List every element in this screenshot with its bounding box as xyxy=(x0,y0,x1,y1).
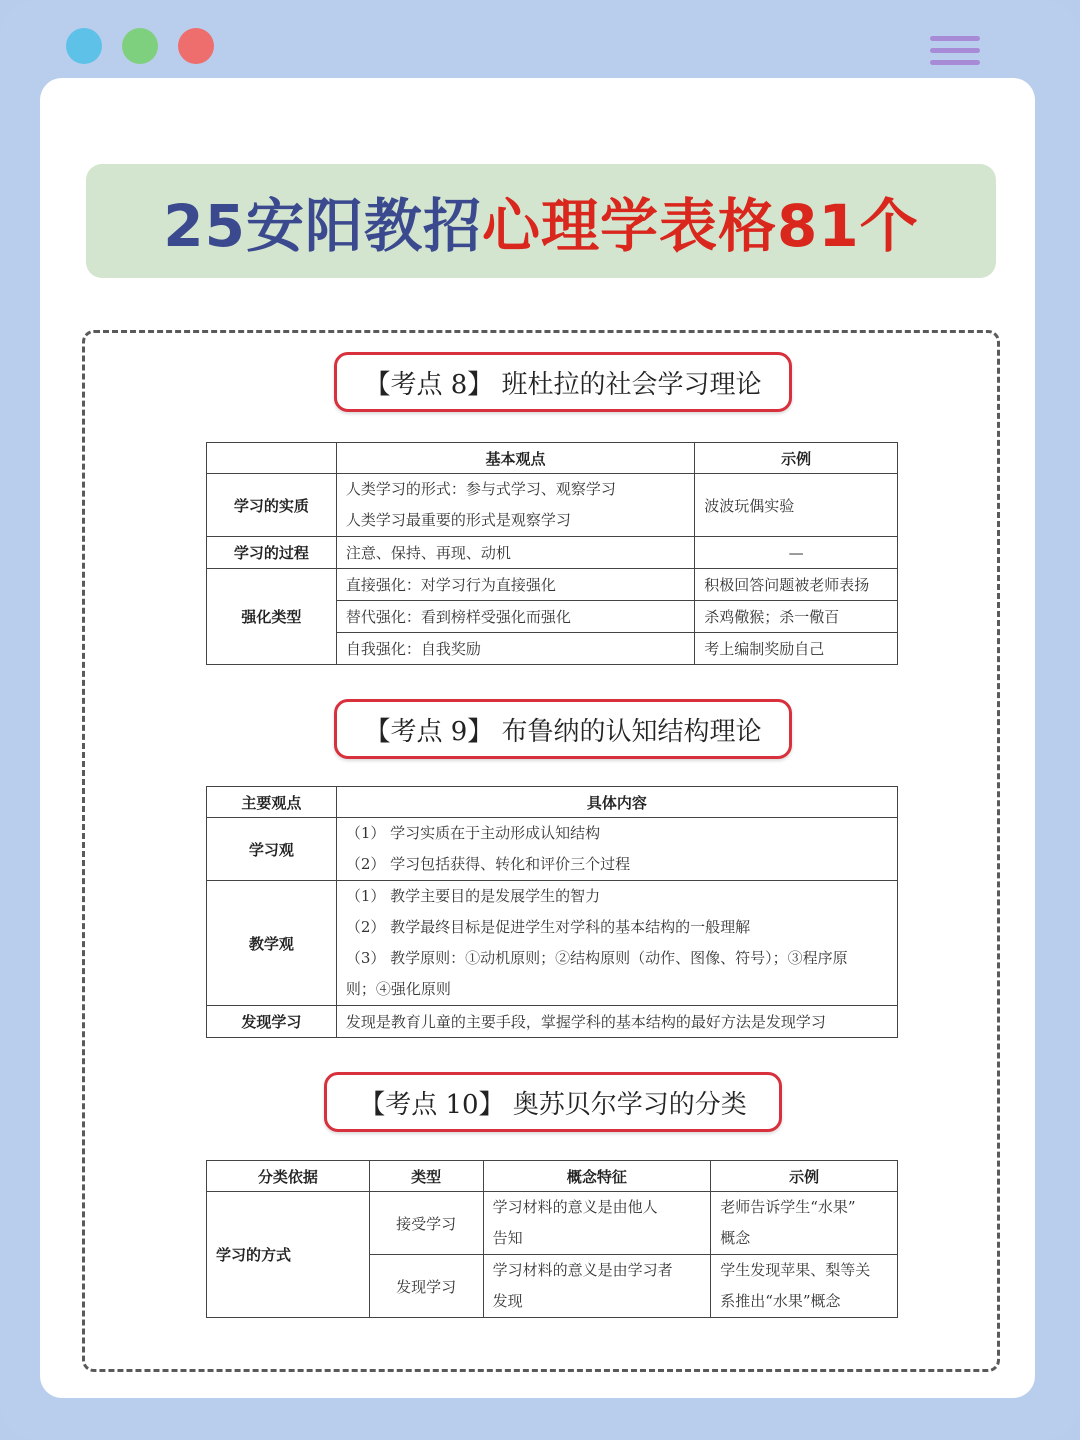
window-dot-blue[interactable] xyxy=(66,28,102,64)
table-header-row xyxy=(207,1161,898,1192)
row-label: 强化类型 xyxy=(207,569,337,665)
example-cell: — xyxy=(695,537,898,569)
title-part-2: 心理学表格81个 xyxy=(482,192,919,260)
page-title xyxy=(86,164,996,278)
content-panel xyxy=(40,78,1035,1398)
window-dot-green[interactable] xyxy=(122,28,158,64)
viewpoint-cell: 自我强化：自我奖励 xyxy=(336,633,694,665)
table-row xyxy=(207,474,898,537)
content-cell xyxy=(336,881,897,1006)
example-cell: 杀鸡儆猴；杀一儆百 xyxy=(695,601,898,633)
feature-line: 发现 xyxy=(492,1292,523,1310)
table-row xyxy=(207,881,898,1006)
header-cell: 基本观点 xyxy=(336,443,694,474)
viewpoint-cell: 替代强化：看到榜样受强化而强化 xyxy=(336,601,694,633)
table-row xyxy=(207,1192,898,1255)
example-cell: 积极回答问题被老师表扬 xyxy=(695,569,898,601)
section-10-title: 【考点 10】 奥苏贝尔学习的分类 xyxy=(324,1072,782,1132)
example-cell xyxy=(711,1255,898,1318)
window-dot-red[interactable] xyxy=(178,28,214,64)
table-row xyxy=(207,569,898,601)
feature-line: 学习材料的意义是由他人 xyxy=(492,1198,658,1216)
content-line: （3） 教学原则：①动机原则；②结构原则（动作、图像、符号）；③程序原 xyxy=(345,949,848,967)
row-label: 教学观 xyxy=(207,881,337,1006)
header-cell: 示例 xyxy=(695,443,898,474)
feature-line: 学习材料的意义是由学习者 xyxy=(492,1261,673,1279)
table-row xyxy=(207,1006,898,1038)
section-8-table xyxy=(206,442,898,665)
hamburger-icon[interactable] xyxy=(930,36,980,66)
table-header-row xyxy=(207,443,898,474)
feature-cell xyxy=(483,1255,711,1318)
viewpoint-line: 人类学习最重要的形式是观察学习 xyxy=(345,511,571,529)
section-9-table xyxy=(206,786,898,1038)
title-part-1: 25安阳教招 xyxy=(163,192,482,260)
content-line: （1） 教学主要目的是发展学生的智力 xyxy=(345,887,601,905)
row-label: 学习的实质 xyxy=(207,474,337,537)
row-label: 学习的方式 xyxy=(207,1192,370,1318)
viewpoint-cell: 注意、保持、再现、动机 xyxy=(336,537,694,569)
table-row xyxy=(207,818,898,881)
example-line: 老师告诉学生“水果” xyxy=(720,1198,856,1216)
example-line: 概念 xyxy=(720,1229,751,1247)
viewpoint-cell xyxy=(336,474,694,537)
type-cell: 发现学习 xyxy=(369,1255,483,1318)
content-line: （2） 教学最终目标是促进学生对学科的基本结构的一般理解 xyxy=(345,918,751,936)
header-cell: 概念特征 xyxy=(483,1161,711,1192)
viewpoint-line: 人类学习的形式：参与式学习、观察学习 xyxy=(345,480,616,498)
content-line: （2） 学习包括获得、转化和评价三个过程 xyxy=(345,855,631,873)
header-cell: 类型 xyxy=(369,1161,483,1192)
header-cell: 示例 xyxy=(711,1161,898,1192)
section-10-table xyxy=(206,1160,898,1318)
row-label: 学习的过程 xyxy=(207,537,337,569)
section-9-title: 【考点 9】 布鲁纳的认知结构理论 xyxy=(334,699,792,759)
example-cell: 波波玩偶实验 xyxy=(695,474,898,537)
feature-cell xyxy=(483,1192,711,1255)
content-cell xyxy=(336,818,897,881)
content-cell: 发现是教育儿童的主要手段，掌握学科的基本结构的最好方法是发现学习 xyxy=(336,1006,897,1038)
table-header-row xyxy=(207,787,898,818)
header-cell: 具体内容 xyxy=(336,787,897,818)
row-label: 发现学习 xyxy=(207,1006,337,1038)
example-line: 系推出“水果”概念 xyxy=(720,1292,841,1310)
table-row xyxy=(207,537,898,569)
header-cell: 主要观点 xyxy=(207,787,337,818)
header-cell: 分类依据 xyxy=(207,1161,370,1192)
section-8-title: 【考点 8】 班杜拉的社会学习理论 xyxy=(334,352,792,412)
example-line: 学生发现苹果、梨等关 xyxy=(720,1261,871,1279)
type-cell: 接受学习 xyxy=(369,1192,483,1255)
feature-line: 告知 xyxy=(492,1229,523,1247)
example-cell: 考上编制奖励自己 xyxy=(695,633,898,665)
row-label: 学习观 xyxy=(207,818,337,881)
example-cell xyxy=(711,1192,898,1255)
header-cell xyxy=(207,443,337,474)
viewpoint-cell: 直接强化：对学习行为直接强化 xyxy=(336,569,694,601)
content-line: 则；④强化原则 xyxy=(345,980,451,998)
content-line: （1） 学习实质在于主动形成认知结构 xyxy=(345,824,601,842)
